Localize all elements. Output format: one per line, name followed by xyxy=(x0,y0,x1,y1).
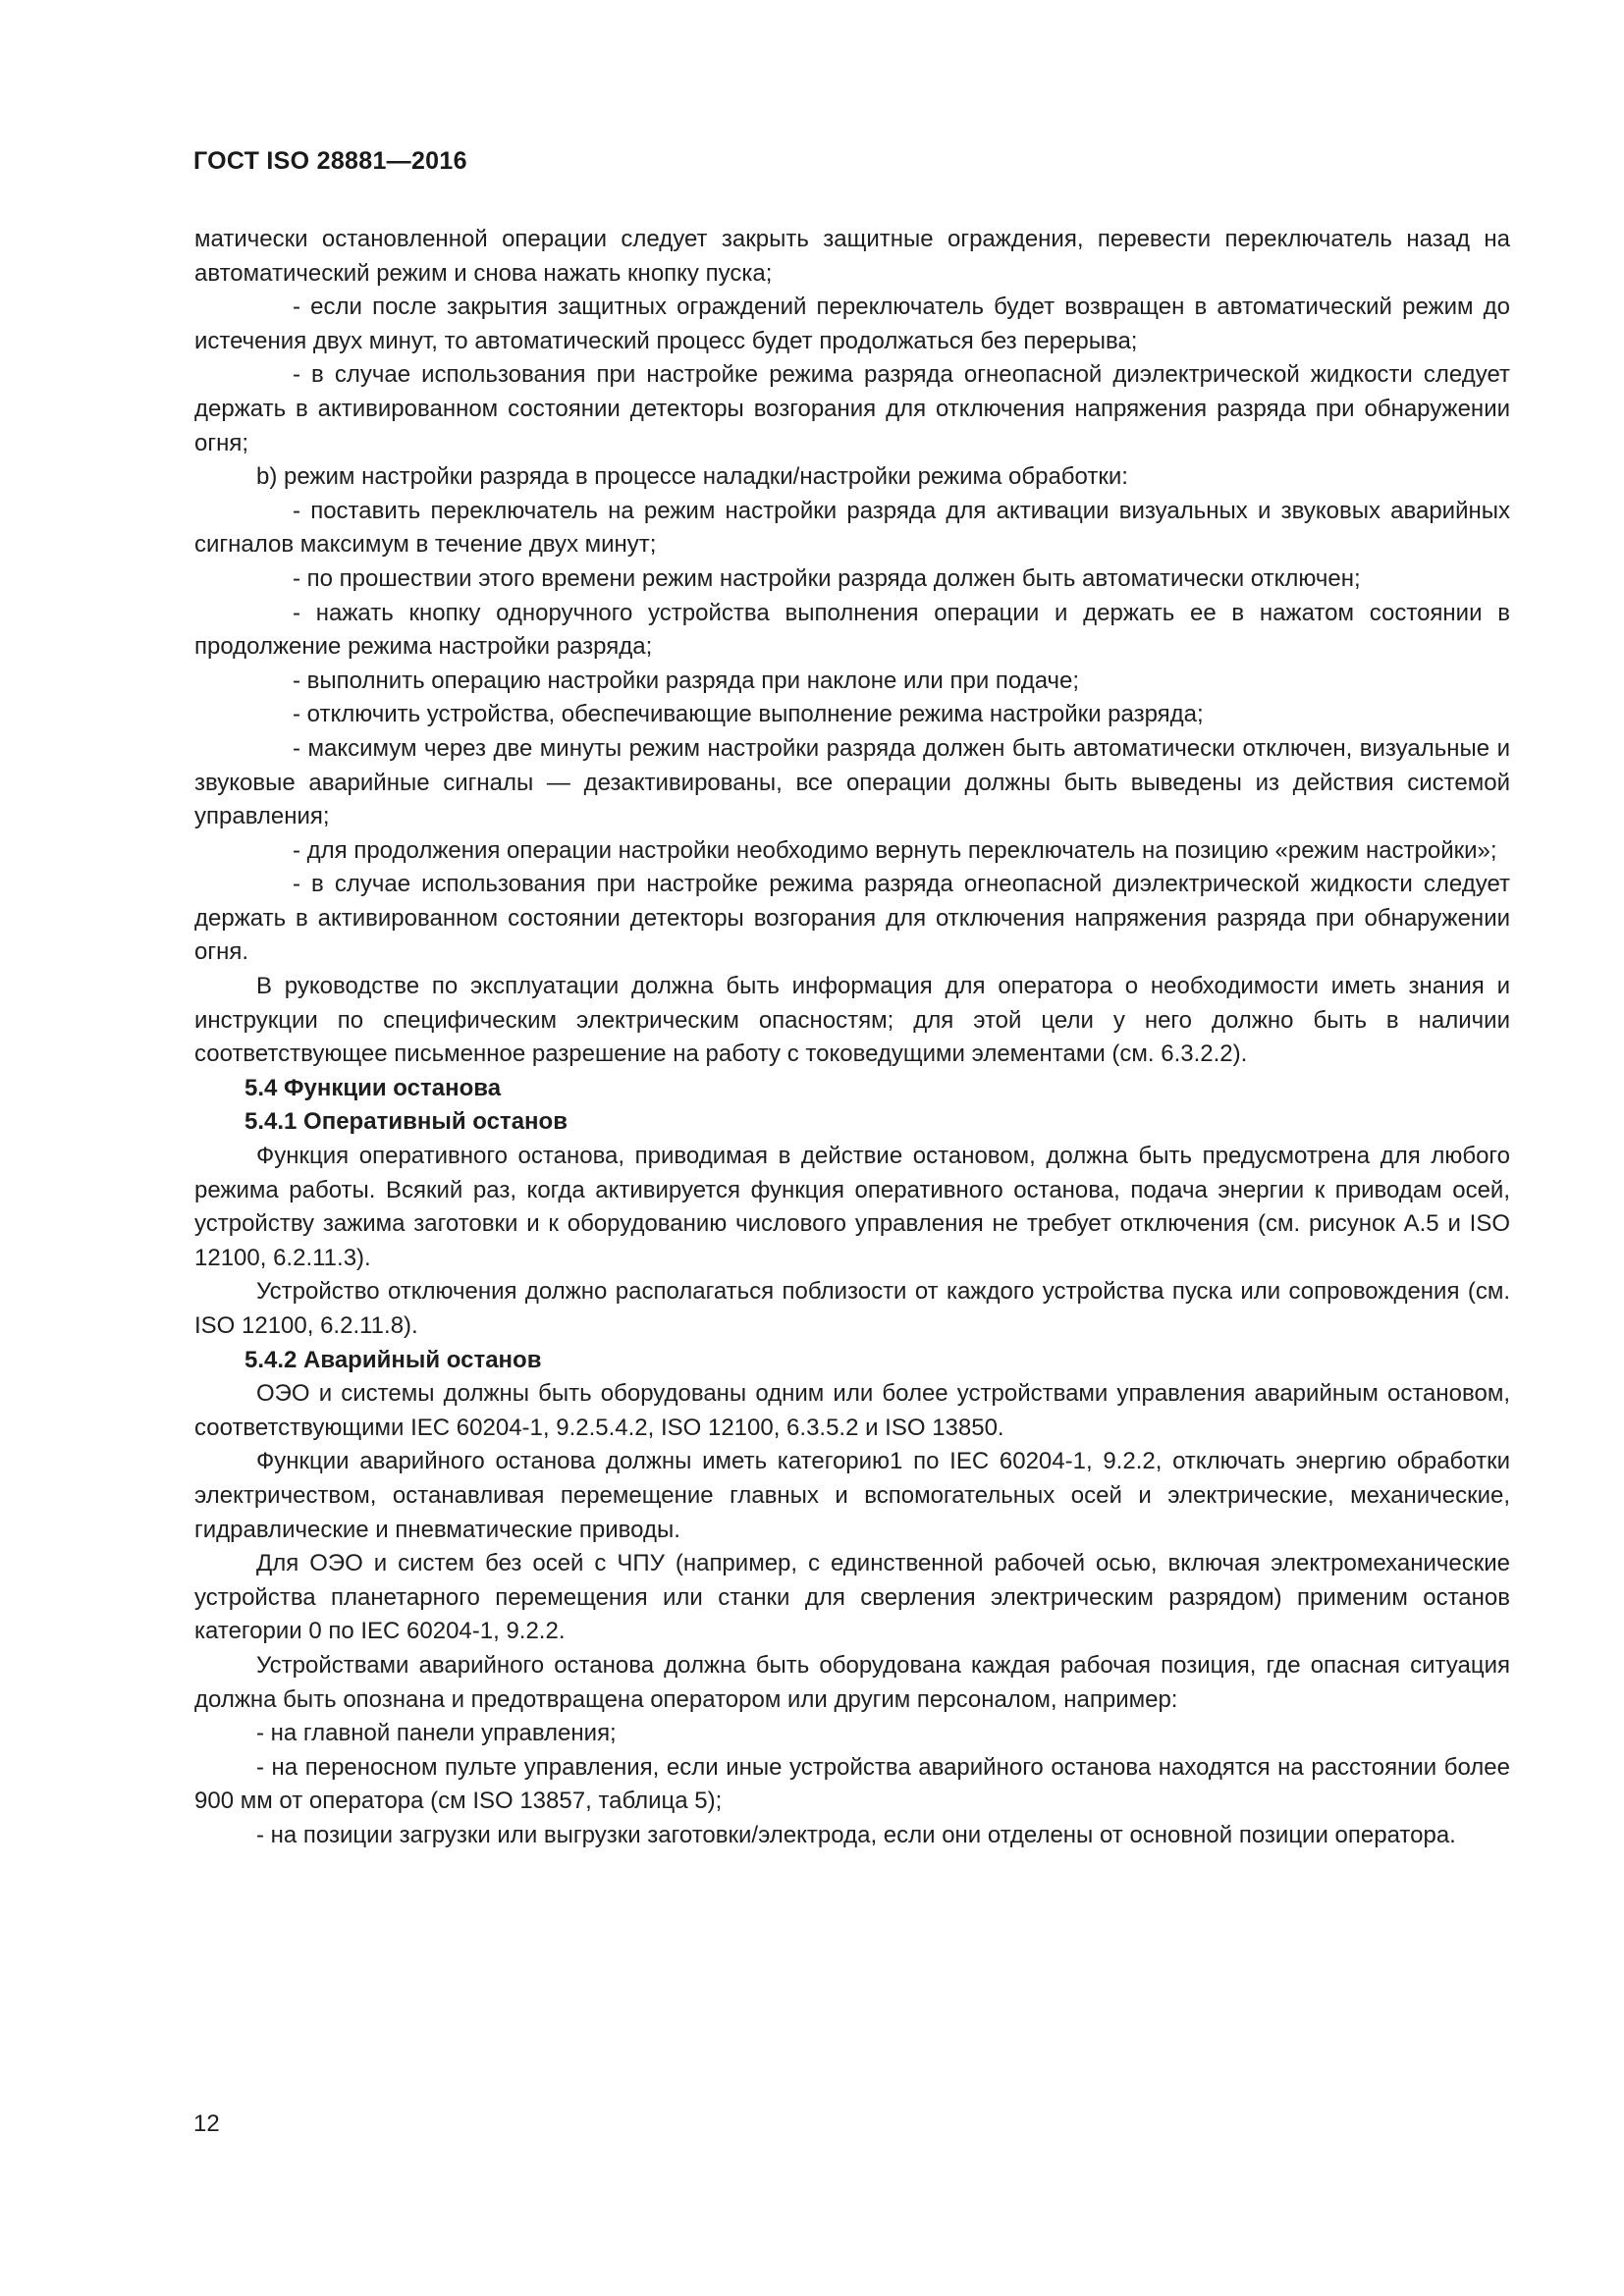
list-item: - на переносном пульте управления, если иные устройства аварийного останова находятся на расстоянии более 900 мм от оператора (см ISO 13857, таблица 5); xyxy=(194,1753,1510,1815)
subsection-heading: 5.4.1 Оперативный останов xyxy=(244,1108,568,1136)
list-item: - если после закрытия защитных ограждений переключатель будет возвращен в автоматический режим до истечения двух минут, то автоматический процесс будет продолжаться без перерыва; xyxy=(194,294,1510,354)
list-item: - выполнить операцию настройки разряда при наклоне или при подаче; xyxy=(293,667,1080,694)
list-item: - поставить переключатель на режим настройки разряда для активации визуальных и звуковых аварийных сигналов максимум в течение двух минут; xyxy=(194,497,1510,559)
page-number: 12 xyxy=(193,2110,220,2137)
paragraph: ОЭО и системы должны быть оборудованы одним или более устройствами управления аварийным остановом, соответствующими IEC 60204-1, 9.2.5.4.2, ISO 12100, 6.3.5.2 и ISO 13850. xyxy=(194,1380,1510,1441)
list-item: - в случае использования при настройке режима разряда огнеопасной диэлектрической жидкости следует держать в активированном состоянии детекторы возгорания для отключения напряжения разряда при обнаружении огня. xyxy=(194,871,1510,966)
paragraph: В руководстве по эксплуатации должна быть информация для оператора о необходимости иметь знания и инструкции по специфическим электрическим опасностям; для этой цели у него должно быть в наличии соответствующее письменное разрешение на работу с токоведущими элементами (см. 6.3.2.2). xyxy=(194,973,1510,1068)
list-item: - на главной панели управления; xyxy=(256,1720,617,1747)
list-item: - максимум через две минуты режим настройки разряда должен быть автоматически отключен, визуальные и звуковые аварийные сигналы — дезактивированы, все операции должны быть выведены из действия системой управления; xyxy=(194,734,1510,830)
list-intro: b) режим настройки разряда в процессе наладки/настройки режима обработки: xyxy=(256,463,1128,491)
list-item: - на позиции загрузки или выгрузки заготовки/электрода, если они отделены от основной позиции оператора. xyxy=(256,1821,1456,1848)
subsection-heading: 5.4.2 Аварийный останов xyxy=(244,1346,542,1373)
list-item: - нажать кнопку одноручного устройства выполнения операции и держать ее в нажатом состоянии в продолжение режима настройки разряда; xyxy=(194,599,1510,661)
paragraph: Для ОЭО и систем без осей с ЧПУ (например, с единственной рабочей осью, включая электромеханические устройства планетарного перемещения или станки для сверления электрическим разрядом) применим останов категории 0 по IEC 60204-1, 9.2.2. xyxy=(194,1550,1510,1645)
page-content xyxy=(194,223,1510,1853)
paragraph: Устройствами аварийного останова должна быть оборудована каждая рабочая позиция, где опасная ситуация должна быть опознана и предотвращена оператором или другим персоналом, например: xyxy=(194,1651,1510,1713)
list-item: - отключить устройства, обеспечивающие выполнение режима настройки разряда; xyxy=(293,701,1204,728)
document-header: ГОСТ ISO 28881—2016 xyxy=(193,147,467,175)
list-item: - для продолжения операции настройки необходимо вернуть переключатель на позицию «режим настройки»; xyxy=(293,836,1497,864)
paragraph: Функция оперативного останова, приводимая в действие остановом, должна быть предусмотрена для любого режима работы. Всякий раз, когда активируется функция оперативного останова, подача энергии к приводам осей, устройству зажима заготовки и к оборудованию числового управления не требует отключения (см. рисунок А.5 и ISO 12100, 6.2.11.3). xyxy=(194,1143,1510,1271)
paragraph: Функции аварийного останова должны иметь категорию1 по IEC 60204-1, 9.2.2, отключать энергию обработки электричеством, останавливая перемещение главных и вспомогательных осей и электрические, механические, гидравлические и пневматические приводы. xyxy=(194,1448,1510,1543)
list-item: - по прошествии этого времени режим настройки разряда должен быть автоматически отключен; xyxy=(293,564,1361,592)
list-item: - в случае использования при настройке режима разряда огнеопасной диэлектрической жидкости следует держать в активированном состоянии детекторы возгорания для отключения напряжения разряда при обнаружении огня; xyxy=(194,361,1510,456)
paragraph: Устройство отключения должно располагаться поблизости от каждого устройства пуска или сопровождения (см. ISO 12100, 6.2.11.8). xyxy=(194,1278,1510,1339)
paragraph: матически остановленной операции следует закрыть защитные ограждения, перевести переключатель назад на автоматический режим и снова нажать кнопку пуска; xyxy=(194,226,1510,287)
section-heading: 5.4 Функции останова xyxy=(244,1074,502,1101)
